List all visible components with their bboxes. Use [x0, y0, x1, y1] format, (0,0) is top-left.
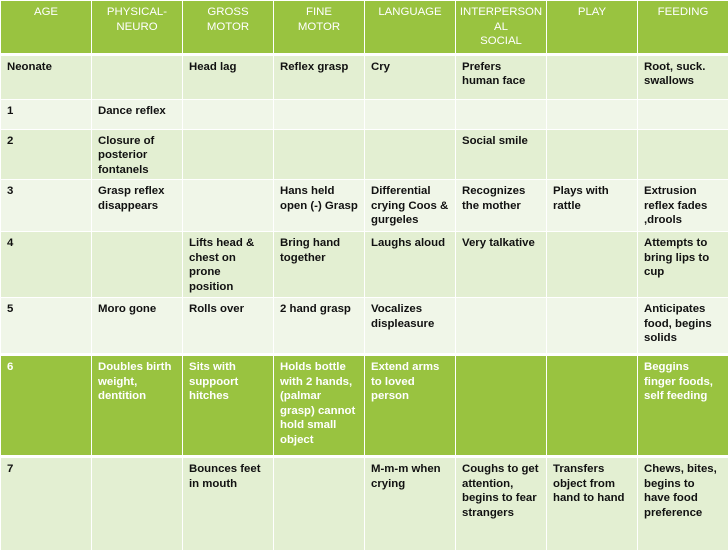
- cell-play: [547, 355, 638, 457]
- cell-gross-motor: Sits with suppoort hitches: [183, 355, 274, 457]
- cell-interpersonal-social: [456, 355, 547, 457]
- cell-feeding: Beggins finger foods, self feeding: [638, 355, 728, 457]
- cell-feeding: [638, 129, 728, 180]
- cell-age: 7: [1, 457, 92, 551]
- cell-language: Extend arms to loved person: [365, 355, 456, 457]
- header-language: LANGUAGE: [365, 1, 456, 55]
- header-fine-motor: FINE MOTOR: [274, 1, 365, 55]
- table-row: [1, 54, 728, 99]
- cell-gross-motor: [183, 129, 274, 180]
- cell-physical-neuro: Doubles birth weight, dentition: [92, 355, 183, 457]
- cell-physical-neuro: Dance reflex: [92, 99, 183, 129]
- cell-physical-neuro: [92, 232, 183, 298]
- cell-play: Transfers object from hand to hand: [547, 457, 638, 551]
- cell-play: [547, 54, 638, 99]
- table-row: [1, 232, 728, 298]
- table-row: [1, 99, 728, 129]
- cell-physical-neuro: [92, 457, 183, 551]
- cell-interpersonal-social: Social smile: [456, 129, 547, 180]
- cell-fine-motor: Bring hand together: [274, 232, 365, 298]
- cell-language: Differential crying Coos & gurgeles: [365, 180, 456, 232]
- cell-language: Cry: [365, 54, 456, 99]
- cell-age: 2: [1, 129, 92, 180]
- cell-fine-motor: [274, 99, 365, 129]
- cell-age: 1: [1, 99, 92, 129]
- cell-feeding: [638, 99, 728, 129]
- cell-gross-motor: Bounces feet in mouth: [183, 457, 274, 551]
- cell-fine-motor: Reflex grasp: [274, 54, 365, 99]
- table-header-row: [1, 1, 728, 55]
- cell-interpersonal-social: [456, 99, 547, 129]
- header-play: PLAY: [547, 1, 638, 55]
- header-age: AGE: [1, 1, 92, 55]
- cell-physical-neuro: Grasp reflex disappears: [92, 180, 183, 232]
- cell-interpersonal-social: [456, 298, 547, 355]
- cell-gross-motor: [183, 99, 274, 129]
- cell-fine-motor: [274, 129, 365, 180]
- cell-play: [547, 99, 638, 129]
- cell-interpersonal-social: Very talkative: [456, 232, 547, 298]
- cell-language: [365, 129, 456, 180]
- cell-fine-motor: Hans held open (-) Grasp: [274, 180, 365, 232]
- cell-play: Plays with rattle: [547, 180, 638, 232]
- cell-language: [365, 99, 456, 129]
- cell-gross-motor: [183, 180, 274, 232]
- header-feeding: FEEDING: [638, 1, 728, 55]
- cell-fine-motor: [274, 457, 365, 551]
- cell-language: Vocalizes displeasure: [365, 298, 456, 355]
- cell-fine-motor: 2 hand grasp: [274, 298, 365, 355]
- cell-gross-motor: Rolls over: [183, 298, 274, 355]
- cell-interpersonal-social: Coughs to get attention, begins to fear strangers: [456, 457, 547, 551]
- cell-play: [547, 298, 638, 355]
- cell-physical-neuro: Moro gone: [92, 298, 183, 355]
- header-interpersonal-social: INTERPERSON AL SOCIAL: [456, 1, 547, 55]
- cell-feeding: Root, suck. swallows: [638, 54, 728, 99]
- table-row: [1, 180, 728, 232]
- cell-gross-motor: Lifts head & chest on prone position: [183, 232, 274, 298]
- cell-age: 6: [1, 355, 92, 457]
- cell-feeding: Anticipates food, begins solids: [638, 298, 728, 355]
- cell-physical-neuro: [92, 54, 183, 99]
- cell-age: Neonate: [1, 54, 92, 99]
- table-row-highlighted: [1, 355, 728, 457]
- table-row: [1, 298, 728, 355]
- table-row: [1, 129, 728, 180]
- cell-language: M-m-m when crying: [365, 457, 456, 551]
- cell-age: 5: [1, 298, 92, 355]
- cell-fine-motor: Holds bottle with 2 hands, (palmar grasp) cannot hold small object: [274, 355, 365, 457]
- table-row: [1, 457, 728, 551]
- cell-gross-motor: Head lag: [183, 54, 274, 99]
- cell-age: 4: [1, 232, 92, 298]
- cell-age: 3: [1, 180, 92, 232]
- header-physical-neuro: PHYSICAL- NEURO: [92, 1, 183, 55]
- cell-play: [547, 129, 638, 180]
- cell-feeding: Chews, bites, begins to have food preference: [638, 457, 728, 551]
- cell-feeding: Attempts to bring lips to cup: [638, 232, 728, 298]
- cell-feeding: Extrusion reflex fades ,drools: [638, 180, 728, 232]
- cell-language: Laughs aloud: [365, 232, 456, 298]
- cell-physical-neuro: Closure of posterior fontanels: [92, 129, 183, 180]
- cell-interpersonal-social: Recognizes the mother: [456, 180, 547, 232]
- cell-interpersonal-social: Prefers human face: [456, 54, 547, 99]
- header-gross-motor: GROSS MOTOR: [183, 1, 274, 55]
- cell-play: [547, 232, 638, 298]
